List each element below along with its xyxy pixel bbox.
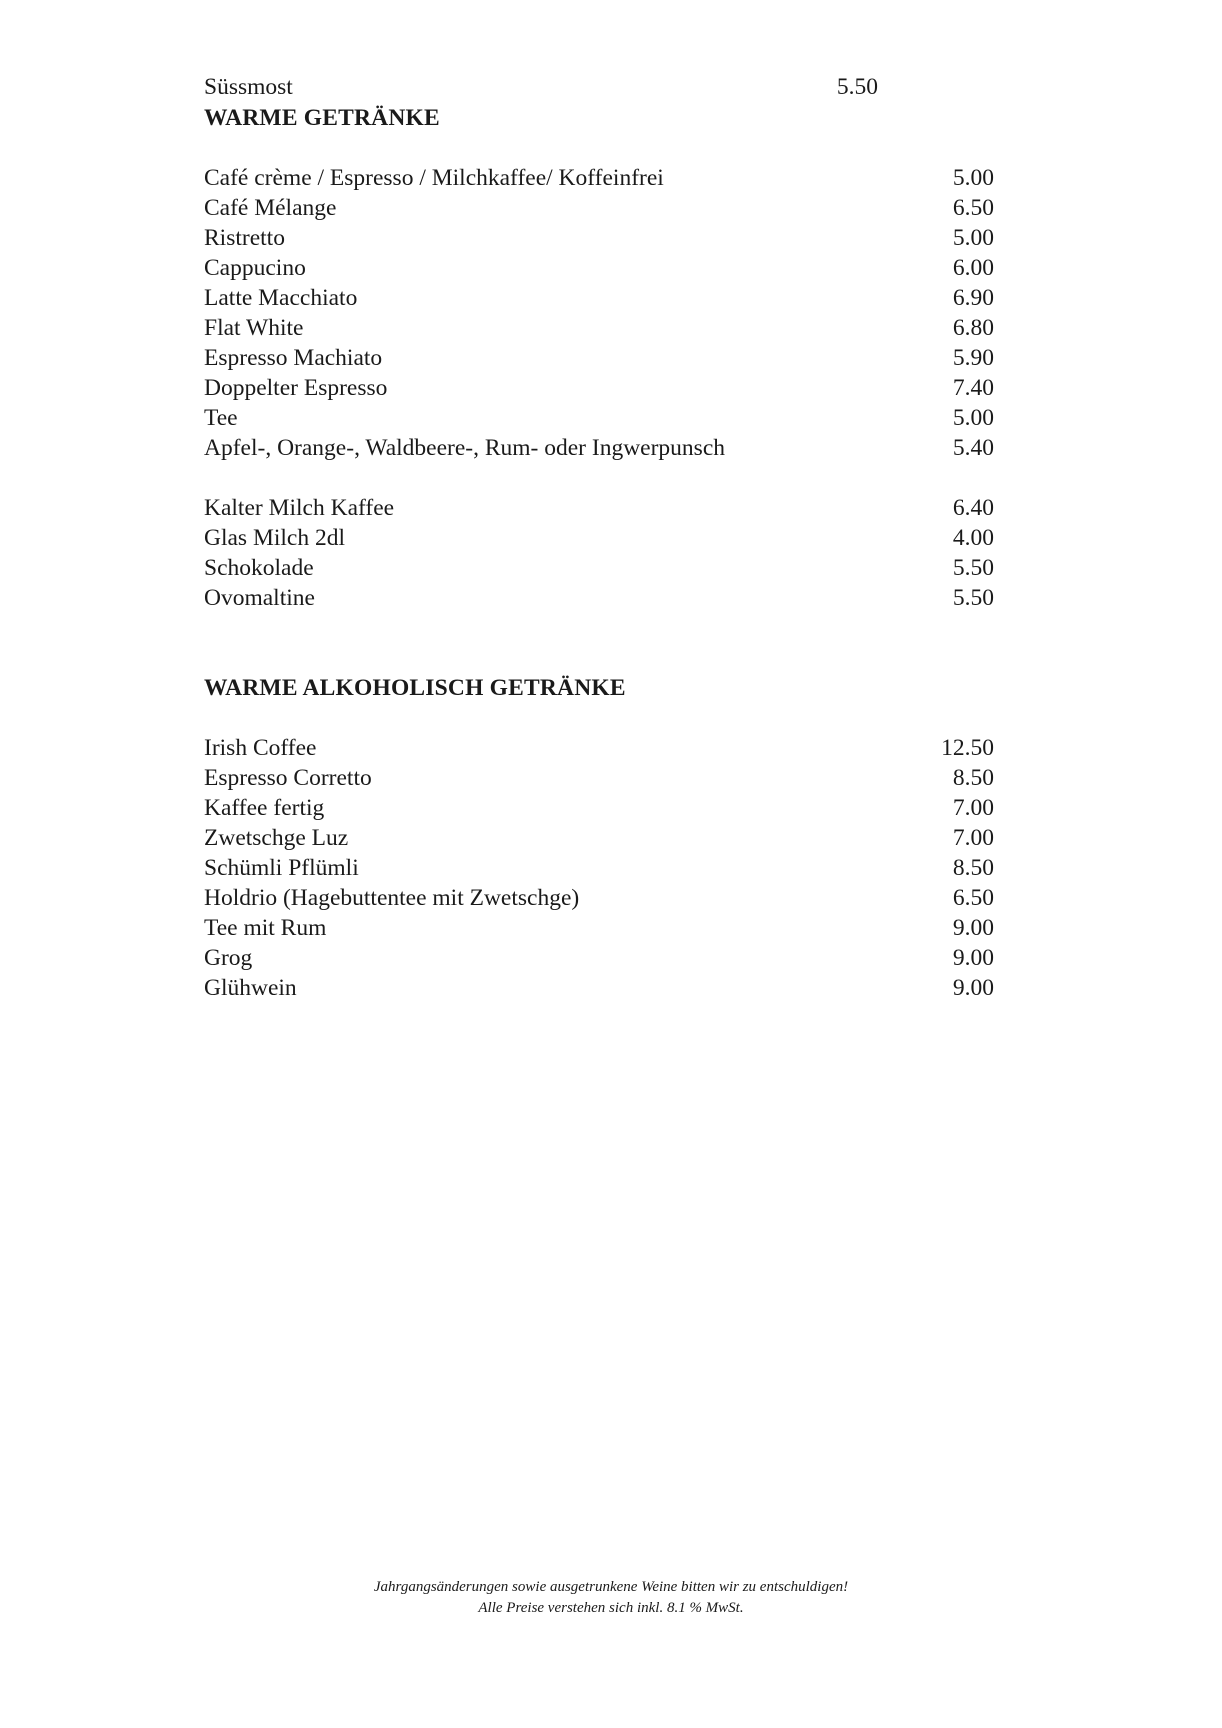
menu-item-name: Kalter Milch Kaffee	[204, 495, 395, 521]
menu-item-price: 5.50	[836, 74, 878, 100]
menu-item-name: Ovomaltine	[204, 585, 315, 611]
menu-item	[204, 223, 994, 253]
menu-item	[204, 373, 994, 403]
menu-item-price: 5.40	[952, 435, 994, 461]
menu-item	[204, 283, 994, 313]
menu-item-price: 12.50	[941, 735, 994, 761]
menu-item	[204, 973, 994, 1003]
menu-item-price: 8.50	[952, 855, 994, 881]
menu-item-price: 7.00	[952, 795, 994, 821]
menu-item-price: 7.40	[952, 375, 994, 401]
section-heading-warm-drinks: WARME GETRÄNKE	[204, 105, 440, 131]
menu-item-name: Irish Coffee	[204, 735, 317, 761]
menu-item-name: Café Mélange	[204, 195, 337, 221]
menu-item	[204, 493, 994, 523]
menu-item-price: 5.90	[952, 345, 994, 371]
menu-item	[204, 793, 994, 823]
menu-item-price: 9.00	[952, 915, 994, 941]
menu-item-name: Espresso Corretto	[204, 765, 372, 791]
menu-item-name: Kaffee fertig	[204, 795, 325, 821]
menu-item-name: Apfel-, Orange-, Waldbeere-, Rum- oder Ingwerpunsch	[204, 435, 726, 461]
menu-item-price: 4.00	[952, 525, 994, 551]
menu-item-price: 9.00	[952, 945, 994, 971]
menu-item-price: 6.90	[952, 285, 994, 311]
menu-item	[204, 853, 994, 883]
menu-item-price: 9.00	[952, 975, 994, 1001]
menu-item-price: 5.00	[952, 225, 994, 251]
menu-item-name: Flat White	[204, 315, 304, 341]
menu-item-price: 5.00	[952, 165, 994, 191]
menu-item-price: 6.50	[952, 195, 994, 221]
menu-item-name: Glühwein	[204, 975, 297, 1001]
menu-item-name: Grog	[204, 945, 253, 971]
menu-item-name: Espresso Machiato	[204, 345, 383, 371]
menu-item-price: 6.50	[952, 885, 994, 911]
menu-item-price: 7.00	[952, 825, 994, 851]
footer-vat-note: Alle Preise verstehen sich inkl. 8.1 % MwSt.	[478, 1600, 744, 1616]
menu-item	[204, 523, 994, 553]
menu-item-name: Cappucino	[204, 255, 306, 281]
menu-item	[204, 433, 994, 463]
menu-item-name: Süssmost	[204, 74, 293, 100]
menu-item	[204, 823, 994, 853]
footer-note: Jahrgangsänderungen sowie ausgetrunkene Weine bitten wir zu entschuldigen!	[373, 1579, 849, 1595]
menu-item	[204, 883, 994, 913]
menu-item-name: Schokolade	[204, 555, 314, 581]
menu-item	[204, 343, 994, 373]
menu-item	[204, 193, 994, 223]
menu-item	[204, 163, 994, 193]
menu-item-price: 5.00	[952, 405, 994, 431]
menu-item	[204, 943, 994, 973]
menu-item	[204, 733, 994, 763]
menu-item	[204, 553, 994, 583]
menu-item-name: Latte Macchiato	[204, 285, 358, 311]
menu-item-price: 5.50	[952, 585, 994, 611]
menu-item-suessmost	[204, 72, 994, 102]
menu-item-price: 6.40	[952, 495, 994, 521]
menu-item	[204, 913, 994, 943]
section-heading-warm-alcoholic-drinks: WARME ALKOHOLISCH GETRÄNKE	[204, 675, 626, 701]
menu-item	[204, 403, 994, 433]
menu-item-name: Zwetschge Luz	[204, 825, 349, 851]
menu-item	[204, 253, 994, 283]
menu-item-name: Schümli Pflümli	[204, 855, 359, 881]
menu-item	[204, 763, 994, 793]
menu-item-name: Doppelter Espresso	[204, 375, 388, 401]
menu-item-price: 6.00	[952, 255, 994, 281]
menu-item-price: 5.50	[952, 555, 994, 581]
menu-item-name: Ristretto	[204, 225, 285, 251]
menu-item-name: Café crème / Espresso / Milchkaffee/ Koffeinfrei	[204, 165, 664, 191]
menu-item	[204, 313, 994, 343]
menu-item-name: Holdrio (Hagebuttentee mit Zwetschge)	[204, 885, 580, 911]
menu-item-name: Glas Milch 2dl	[204, 525, 345, 551]
menu-item-price: 6.80	[952, 315, 994, 341]
menu-item-name: Tee mit Rum	[204, 915, 327, 941]
menu-item-name: Tee	[204, 405, 238, 431]
menu-item-price: 8.50	[952, 765, 994, 791]
menu-item	[204, 583, 994, 613]
